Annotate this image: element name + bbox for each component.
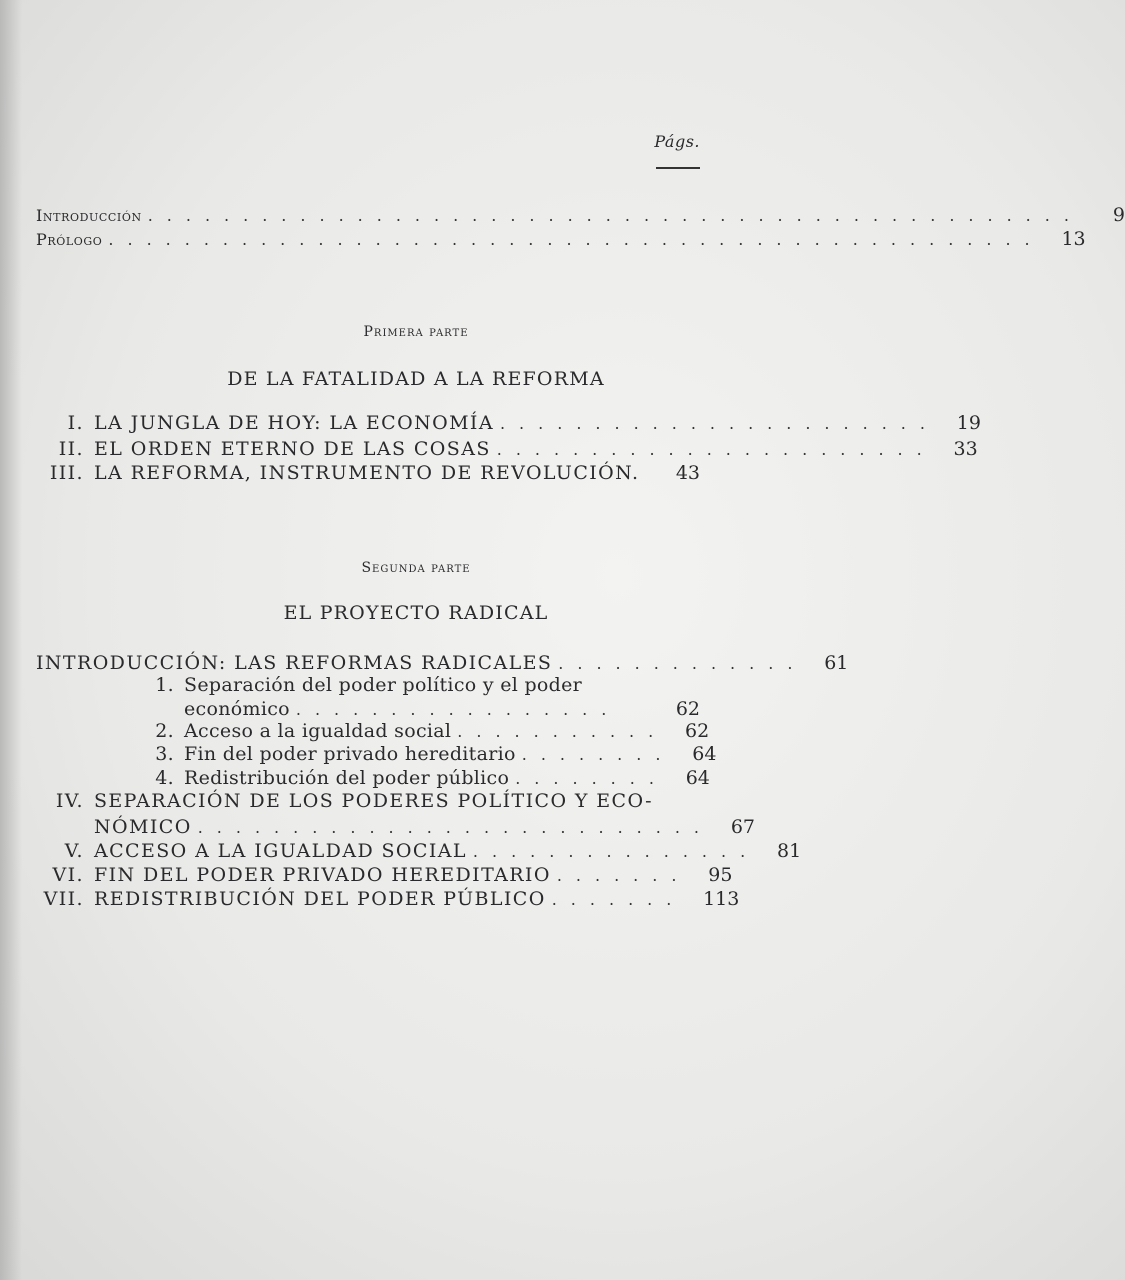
toc-subitem	[146, 720, 710, 742]
leader-dots: .......	[551, 890, 686, 909]
toc-entry	[94, 816, 756, 838]
toc-entry-page: 67	[730, 816, 756, 838]
toc-entry	[36, 462, 700, 484]
chapter-number: VII.	[43, 888, 84, 910]
leader-dots: ...............	[472, 842, 760, 861]
chapter-title: FIN DEL PODER PRIVADO HEREDITARIO	[94, 864, 551, 886]
chapter-title-continued: NÓMICO	[94, 816, 192, 838]
chapter-number: I.	[67, 412, 84, 434]
toc-entry-page: 113	[703, 888, 740, 910]
toc-entry	[36, 888, 740, 910]
chapter-number: V.	[64, 840, 84, 862]
toc-entry-page: 19	[956, 412, 981, 434]
toc-entry-page: 81	[777, 840, 802, 862]
chapter-number: III.	[49, 462, 84, 484]
toc-entry-title: Introducción	[36, 206, 142, 225]
leader-dots: ........	[515, 769, 668, 788]
subitem-title: Acceso a la igualdad social	[184, 720, 452, 742]
pages-header-rule	[656, 167, 700, 169]
leader-dots: .................	[295, 700, 621, 719]
leader-dots: .......................	[499, 414, 939, 433]
subitem-number: 4.	[155, 767, 174, 789]
chapter-title: SEPARACIÓN DE LOS PODERES POLÍTICO Y ECO-	[94, 790, 653, 812]
toc-entry-page: 62	[675, 698, 700, 720]
leader-dots: .................................................	[108, 230, 1044, 249]
chapter-number: VI.	[52, 864, 84, 886]
chapter-title: EL ORDEN ETERNO DE LAS COSAS	[94, 438, 491, 460]
subitem-title: Separación del poder político y el poder	[184, 674, 583, 696]
toc-entry-page: 95	[708, 864, 733, 886]
subitem-title: Redistribución del poder público	[184, 767, 510, 789]
toc-entry	[36, 412, 981, 434]
toc-subitem	[146, 743, 717, 765]
subitem-number: 1.	[155, 674, 174, 696]
subitem-title: Fin del poder privado hereditario	[184, 743, 516, 765]
toc-entry-prologo	[36, 228, 1086, 250]
toc-entry	[36, 840, 802, 862]
toc-entry	[36, 438, 978, 460]
toc-entry-page: 62	[685, 720, 710, 742]
leader-dots: ...........................	[197, 818, 714, 837]
subitem-title-continued: económico	[184, 698, 290, 720]
toc-entry-page: 61	[824, 652, 849, 674]
chapter-number: II.	[58, 438, 84, 460]
toc-subitem	[184, 698, 700, 720]
chapter-number: IV.	[55, 790, 84, 812]
toc-entry-page: 43	[675, 462, 700, 484]
chapter-title: LA JUNGLA DE HOY: LA ECONOMÍA	[94, 412, 494, 434]
part-label: Segunda parte	[361, 560, 471, 576]
subitem-number: 3.	[155, 743, 174, 765]
toc-entry-page: 9	[1112, 204, 1125, 226]
leader-dots: .......................	[496, 440, 936, 459]
toc-entry-page: 33	[953, 438, 978, 460]
chapter-title: LA REFORMA, INSTRUMENTO DE REVOLUCIÓN.	[94, 462, 640, 484]
page-gutter-shadow	[0, 0, 22, 1280]
part-title: DE LA FATALIDAD A LA REFORMA	[227, 368, 605, 390]
leader-dots: .......	[556, 866, 691, 885]
chapter-title: INTRODUCCIÓN: LAS REFORMAS RADICALES	[36, 652, 553, 674]
toc-entry-intro	[36, 652, 849, 674]
part-title: EL PROYECTO RADICAL	[283, 602, 549, 624]
subitem-number: 2.	[155, 720, 174, 742]
toc-entry-introduccion	[36, 204, 1125, 226]
toc-subitem-line1	[146, 674, 582, 696]
leader-dots: .................................................	[147, 206, 1083, 225]
toc-entry	[36, 864, 733, 886]
toc-entry-page: 64	[685, 767, 710, 789]
toc-entry-line1	[36, 790, 653, 812]
leader-dots: .............	[558, 654, 807, 673]
part-label: Primera parte	[363, 324, 469, 340]
toc-entry-title: Prólogo	[36, 230, 103, 249]
pages-column-header: Págs.	[654, 132, 700, 151]
leader-dots: ........	[521, 745, 675, 764]
chapter-title: REDISTRIBUCIÓN DEL PODER PÚBLICO	[94, 888, 546, 910]
leader-dots: ...........	[457, 722, 668, 741]
chapter-title: ACCESO A LA IGUALDAD SOCIAL	[94, 840, 467, 862]
toc-entry-page: 64	[692, 743, 717, 765]
toc-entry-page: 13	[1061, 228, 1086, 250]
toc-subitem	[146, 767, 710, 789]
